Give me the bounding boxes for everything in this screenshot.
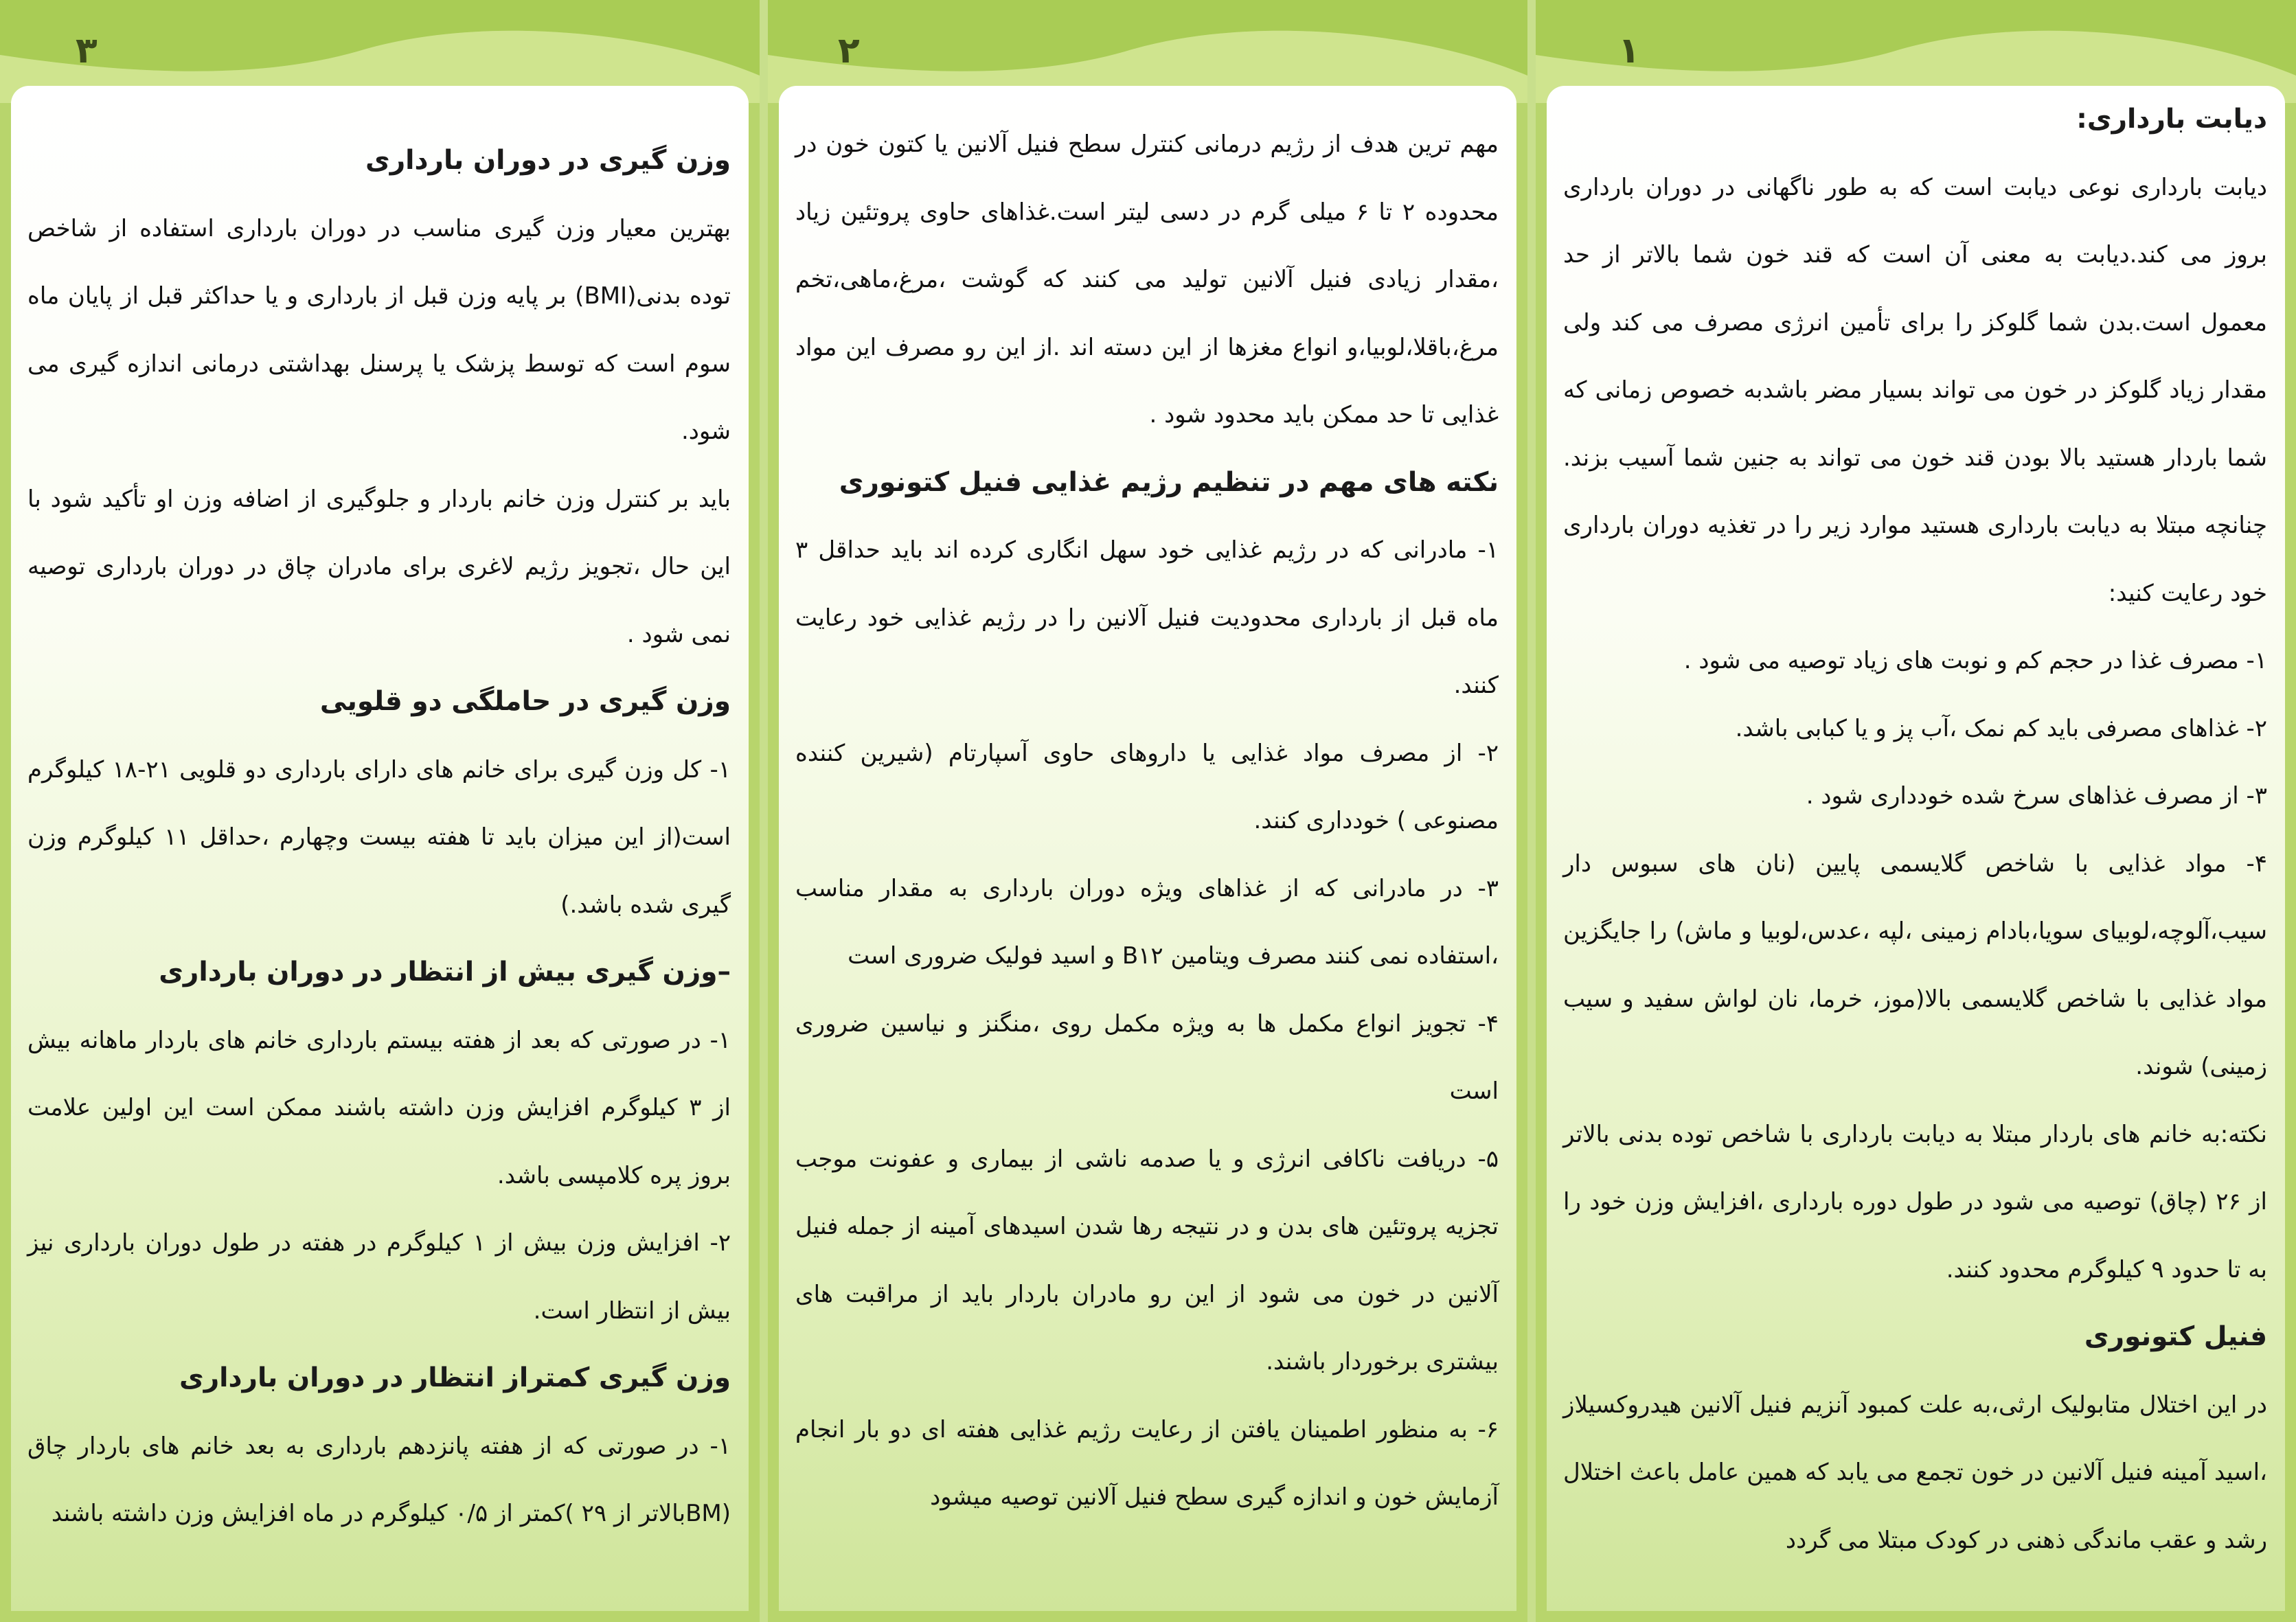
section-heading: فنیل کتونوری	[2084, 1321, 2267, 1352]
list-item: ۵- دریافت ناکافی انرژی و یا صدمه ناشی از بیماری و عفونت موجب تجزیه پروتئین های بدن و در نتیجه رها شدن اسیدهای آمینه از جمله فنیل آلانین در خون می شود از این رو مادران باردار باید از مراقبت های بیشتری برخوردار باشند.	[795, 1145, 1499, 1375]
page-content	[1547, 86, 2285, 1611]
list-item: ۱- مصرف غذا در حجم کم و نوبت های زیاد توصیه می شود .	[1683, 647, 2267, 674]
page-panel-1	[1536, 0, 2296, 1622]
list-item: ۴- تجویز انواع مکمل ها به ویژه مکمل روی ،منگنز و نیاسین ضروری است	[795, 1009, 1499, 1105]
paragraph: باید بر کنترل وزن خانم باردار و جلوگیری از اضافه وزن او تأکید شود با این حال ،تجویز رژیم لاغری برای مادران چاق در دوران بارداری توصیه نمی شود .	[27, 485, 731, 648]
section-heading: وزن گیری در حاملگی دو قلویی	[319, 686, 731, 717]
page-number: ۳	[76, 30, 98, 71]
paragraph: دیابت بارداری نوعی دیابت است که به طور ناگهانی در دوران بارداری بروز می کند.دیابت به معنی آن است که قند خون شما بالاتر از حد معمول است.بدن شما گلوکز را برای تأمین انرژی مصرف می کند ولی مقدار زیاد گلوکز در خون می تواند بسیار مضر باشدبه خصوص زمانی که شما باردار هستید بالا بودن قند خون می تواند به جنین شما آسیب بزند. چنانچه مبتلا به دیابت بارداری هستید موارد زیر را در تغذیه دوران بارداری خود رعایت کنید:	[1563, 173, 2267, 607]
page-content	[11, 86, 749, 1611]
list-item: ۲- غذاهای مصرفی باید کم نمک ،آب پز و یا کبابی باشد.	[1735, 714, 2267, 742]
paragraph: در این اختلال متابولیک ارثی،به علت کمبود آنزیم فنیل آلانین هیدروکسیلاز ،اسید آمینه فنیل آلانین در خون تجمع می یابد که همین عامل باعث اختلال رشد و عقب ماندگی ذهنی در کودک مبتلا می گردد	[1563, 1391, 2267, 1554]
page-panel-2	[768, 0, 1527, 1622]
section-heading: دیابت بارداری:	[2076, 104, 2267, 135]
list-item: ۱- مادرانی که در رژیم غذایی خود سهل انگاری کرده اند باید حداقل ۳ ماه قبل از بارداری محدودیت فنیل آلانین را در رژیم غذایی خود رعایت کنند.	[795, 536, 1499, 699]
list-item: ۱- کل وزن گیری برای خانم های دارای بارداری دو قلویی ۲۱-۱۸ کیلوگرم است(از این میزان باید تا هفته بیست وچهارم ،حداقل ۱۱ کیلوگرم وزن گیری شده باشد.)	[27, 755, 731, 919]
section-heading: –وزن گیری بیش از انتظار در دوران بارداری	[159, 957, 731, 987]
list-item: ۴- مواد غذایی با شاخص گلایسمی پایین (نان های سبوس دار سیب،آلوچه،لوبیای سویا،بادام زمینی ،لپه ،عدس،لوبیا و ماش) را جایگزین مواد غذایی با شاخص گلایسمی بالا(موز، خرما، نان لواش سفید و سیب زمینی) شوند.	[1563, 849, 2267, 1080]
page-number: ۱	[1618, 30, 1640, 71]
list-item: ۶- به منظور اطمینان یافتن از رعایت رژیم غذایی هفته ای دو بار انجام آزمایش خون و اندازه گیری سطح فنیل آلانین توصیه میشود	[795, 1415, 1499, 1511]
list-item: ۲- از مصرف مواد غذایی یا داروهای حاوی آسپارتام (شیرین کننده مصنوعی ) خودداری کنند.	[795, 739, 1499, 834]
section-heading: نکته های مهم در تنظیم رژیم غذایی فنیل کتونوری	[839, 466, 1499, 498]
page-text	[11, 86, 749, 1548]
note: نکته:به خانم های باردار مبتلا به دیابت بارداری با شاخص توده بدنی بالاتر از ۲۶ (چاق) توصیه می شود در طول دوره بارداری ،افزایش وزن خود را به تا حدود ۹ کیلوگرم محدود کنند.	[1563, 1120, 2267, 1283]
list-item: ۱- در صورتی که بعد از هفته بیستم بارداری خانم های باردار ماهانه بیش از ۳ کیلوگرم افزایش وزن داشته باشند ممکن است این اولین علامت بروز پره کلامپسی باشد.	[27, 1026, 731, 1189]
paragraph: مهم ترین هدف از رژیم درمانی کنترل سطح فنیل آلانین یا کتون خون در محدوده ۲ تا ۶ میلی گرم در دسی لیتر است.غذاهای حاوی پروتئین زیاد ،مقدار زیادی فنیل آلانین تولید می کنند که گوشت ،مرغ،ماهی،تخم مرغ،باقلا،لوبیا،و انواع مغزها از این دسته اند .از این رو مصرف این مواد غذایی تا حد ممکن باید محدود شود .	[795, 130, 1499, 429]
section-heading: وزن گیری کمتراز انتظار در دوران بارداری	[179, 1362, 731, 1393]
page-text	[779, 86, 1516, 1531]
list-item: ۳- در مادرانی که از غذاهای ویژه دوران بارداری به مقدار مناسب ،استفاده نمی کنند مصرف ویتامین B۱۲ و اسید فولیک ضروری است	[795, 874, 1499, 970]
page-content	[779, 86, 1516, 1611]
list-item: ۲- افزایش وزن بیش از ۱ کیلوگرم در هفته در طول دوران بارداری نیز بیش از انتظار است.	[27, 1229, 731, 1325]
page-number: ۲	[838, 30, 860, 71]
list-item: ۳- از مصرف غذاهای سرخ شده خودداری شود .	[1806, 782, 2267, 810]
page-text	[1547, 86, 2285, 1574]
list-item: ۱- در صورتی که از هفته پانزدهم بارداری به بعد خانم های باردار چاق (BMبالاتر از ۲۹ )کمتر از ۰/۵ کیلوگرم در ماه افزایش وزن داشته باشند	[27, 1432, 731, 1527]
section-heading: وزن گیری در دوران بارداری	[365, 145, 731, 176]
paragraph: بهترین معیار وزن گیری مناسب در دوران بارداری استفاده از شاخص توده بدنی(BMI) بر پایه وزن قبل از بارداری و یا حداکثر قبل از پایان ماه سوم است که توسط پزشک یا پرسنل بهداشتی درمانی اندازه گیری می شود.	[27, 214, 731, 445]
page-panel-3	[0, 0, 760, 1622]
